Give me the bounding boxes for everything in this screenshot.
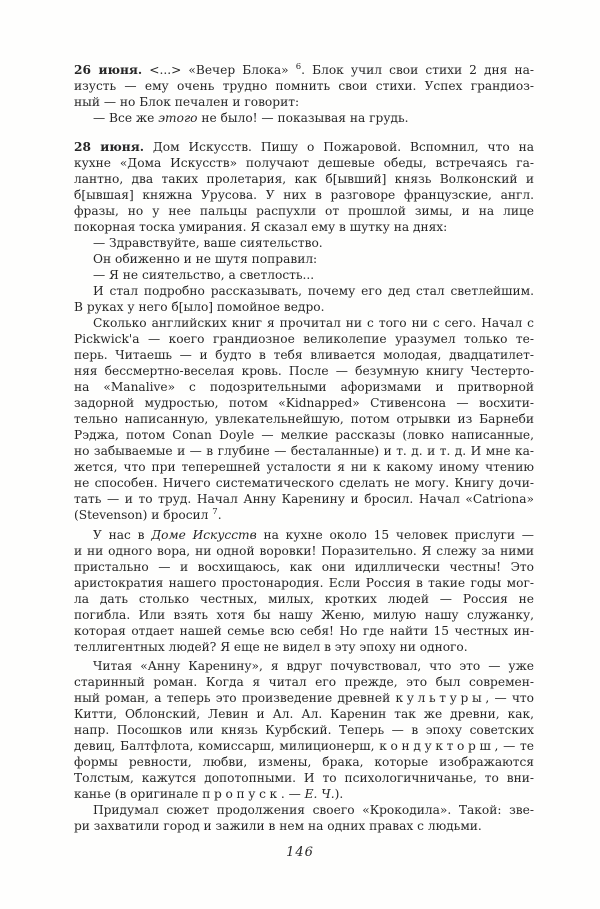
text-line xyxy=(74,786,534,802)
text-run: перь. Читаешь — и будто в тебя вливается молодая, двадцатилет- xyxy=(74,348,534,362)
text-run: старинный роман. Когда я читал его прежде, это был современ- xyxy=(74,675,534,689)
text-run: Придумал сюжет продолжения своего «Крокодила». Такой: зве- xyxy=(93,803,534,817)
text-run: (Stevenson) и бросил xyxy=(74,508,213,522)
text-run: ла дать столько честных, милых, кротких людей — Россия не xyxy=(74,592,534,606)
paragraph-dialogue xyxy=(74,267,534,283)
paragraph-date-entry xyxy=(74,62,534,110)
text-line xyxy=(74,219,534,235)
text-run: канье (в оригинале xyxy=(74,787,203,801)
page-number: 146 xyxy=(286,845,314,860)
text-line xyxy=(74,331,534,347)
text-run: . xyxy=(217,508,222,522)
text-run: пропуск xyxy=(202,787,281,801)
text-run: няя бессмертно-веселая кровь. После — безумную книгу Честерто- xyxy=(74,364,534,378)
text-line xyxy=(74,818,534,834)
text-line xyxy=(74,738,534,754)
text-line xyxy=(74,187,534,203)
text-line xyxy=(74,475,534,491)
text-line xyxy=(74,443,534,459)
text-line xyxy=(74,623,534,639)
text-line xyxy=(74,690,534,706)
text-line xyxy=(74,639,534,655)
text-run: ри захватили город и зажили в нем на одних правах с людьми. xyxy=(74,819,482,833)
text-line xyxy=(74,591,534,607)
text-run: . — xyxy=(280,787,305,801)
text-run: Доме Искусств xyxy=(151,528,257,542)
text-run: лантно, два таких пролетария, как б[ывший] князь Волконский и xyxy=(74,172,534,186)
text-run: изусть — ему очень трудно помнить свои стихи. Успех грандиоз- xyxy=(74,79,534,93)
text-run: на «Manalive» с подозрительными афоризмами и притворной xyxy=(74,380,534,394)
text-run: Сколько английских книг я прочитал ни с того ни с сего. Начал с xyxy=(93,316,534,330)
text-line xyxy=(74,770,534,786)
text-run: Он обиженно и не шутя поправил: xyxy=(93,252,318,266)
text-block xyxy=(74,62,534,834)
text-run: пристально — и восхищаюсь, как они идиллически честны! Это xyxy=(74,560,534,574)
text-line xyxy=(74,395,534,411)
footnote-reference: 6 xyxy=(295,61,302,72)
text-line xyxy=(74,363,534,379)
text-run: кондукторш xyxy=(379,739,495,753)
text-run: и ни одного вора, ни одной воровки! Поразительно. Я слежу за ними xyxy=(74,544,534,558)
text-run: Pickwick'a — коего грандиозное великолепие уразумел только те- xyxy=(74,332,534,346)
text-line xyxy=(74,94,534,110)
text-run: не способен. Ничего систематического сделать не могу. Книгу дочи- xyxy=(74,476,534,490)
text-run: <...> «Вечер Блока» xyxy=(142,63,296,77)
text-line xyxy=(74,527,534,543)
paragraph-dialogue xyxy=(74,251,534,267)
paragraph-body xyxy=(74,527,534,655)
text-line xyxy=(74,559,534,575)
text-line xyxy=(74,267,534,283)
text-run: 28 июня. xyxy=(74,140,144,154)
text-run: культуры xyxy=(395,691,486,705)
text-run: кухне «Дома Искусств» получают дешевые обеды, встречаясь га- xyxy=(74,156,534,170)
text-line xyxy=(74,62,534,78)
text-run: . Блок учил свои стихи 2 дня на- xyxy=(301,63,534,77)
text-line xyxy=(74,575,534,591)
text-run: И стал подробно рассказывать, почему его дед стал светлейшим. xyxy=(93,284,534,298)
text-run: не было! — показывая на грудь. xyxy=(197,111,409,125)
text-line xyxy=(74,347,534,363)
text-line xyxy=(74,155,534,171)
text-line xyxy=(74,459,534,475)
text-line xyxy=(74,203,534,219)
text-run: ). xyxy=(334,787,344,801)
text-line xyxy=(74,411,534,427)
text-line xyxy=(74,78,534,94)
text-run: тать — и то труд. Начал Анну Каренину и бросил. Начал «Catriona» xyxy=(74,492,534,506)
text-line xyxy=(74,251,534,267)
text-line xyxy=(74,235,534,251)
text-run: У нас в xyxy=(93,528,152,542)
text-line xyxy=(74,139,534,155)
text-run: , — что xyxy=(485,691,535,705)
text-run: которая отдает нашей семье всю себя! Но где найти 15 честных ин- xyxy=(74,624,534,638)
text-run: задорной мудростью, потом «Kidnapped» Стивенсона — восхити- xyxy=(74,396,534,410)
text-line xyxy=(74,658,534,674)
text-run: Читая «Анну Каренину», я вдруг почувствовал, что это — уже xyxy=(93,659,534,673)
text-run: тельно написанную, увлекательнейшую, потом отрывки из Барнеби xyxy=(74,412,534,426)
text-run: — Все же xyxy=(93,111,159,125)
paragraph-body xyxy=(74,802,534,834)
paragraph-body xyxy=(74,315,534,523)
text-run: аристократия нашего простонародия. Если Россия в такие годы мог- xyxy=(74,576,534,590)
text-run: девиц, Балтфлота, комиссарш, милиционерш, xyxy=(74,739,380,753)
text-line xyxy=(74,315,534,331)
text-run: б[ывшая] княжна Урусова. У них в разговоре французские, англ. xyxy=(74,188,534,202)
text-run: В руках у него б[ыло] помойное ведро. xyxy=(74,300,325,314)
text-line xyxy=(74,754,534,770)
text-run: Толстым, кажутся допотопными. И то психологичничанье, то вни- xyxy=(74,771,534,785)
text-run: — Я не сиятельство, а светлость... xyxy=(93,268,315,282)
text-run: напр. Посошков или князь Курбский. Теперь — в эпоху советских xyxy=(74,723,534,737)
text-line xyxy=(74,299,534,315)
text-line xyxy=(74,722,534,738)
footnote-reference: 7 xyxy=(212,506,218,517)
text-run: этого xyxy=(158,111,198,125)
text-run: 26 июня. xyxy=(74,63,143,77)
text-line xyxy=(74,283,534,299)
text-run: Китти, Облонский, Левин и Ал. Ал. Каренин так же древни, как, xyxy=(74,707,534,721)
text-line xyxy=(74,802,534,818)
text-line xyxy=(74,427,534,443)
text-line xyxy=(74,171,534,187)
paragraph-dialogue xyxy=(74,235,534,251)
text-run: погибла. Или взять хотя бы нашу Женю, милую нашу служанку, xyxy=(74,608,534,622)
text-run: ный — но Блок печален и говорит: xyxy=(74,95,300,109)
text-run: жется, что при теперешней усталости я ни к какому иному чтению xyxy=(74,460,534,474)
text-run: , — те xyxy=(494,739,534,753)
text-run: теллигентных людей? Я еще не видел в эту эпоху ни одного. xyxy=(74,640,468,654)
text-run: Дом Искусств. Пишу о Пожаровой. Вспомнил, что на xyxy=(143,140,534,154)
paragraph-body xyxy=(74,658,534,802)
text-line xyxy=(74,706,534,722)
text-line xyxy=(74,674,534,690)
text-line xyxy=(74,110,534,126)
text-run: но забываемые и — в глубине — бесталанные) и т. д. и т. д. И мне ка- xyxy=(74,444,534,458)
text-run: ный роман, а теперь это произведение древней xyxy=(74,691,396,705)
text-run: Рэджа, потом Conan Doyle — мелкие рассказы (ловко написанные, xyxy=(74,428,534,442)
text-run: Е. Ч. xyxy=(304,787,335,801)
text-run: формы ревности, любви, измены, брака, которые изображаются xyxy=(74,755,534,769)
text-line xyxy=(74,543,534,559)
text-run: покорная тоска умирания. Я сказал ему в шутку на днях: xyxy=(74,220,448,234)
text-line xyxy=(74,379,534,395)
text-line xyxy=(74,491,534,507)
text-line xyxy=(74,507,534,523)
paragraph-body xyxy=(74,283,534,315)
text-run: — Здравствуйте, ваше сиятельство. xyxy=(93,236,323,250)
text-run: на кухне около 15 человек прислуги — xyxy=(256,528,534,542)
text-run: фразы, но у нее пальцы распухли от прошлой зимы, и на лице xyxy=(74,204,534,218)
paragraph-dialogue xyxy=(74,110,534,126)
paragraph-date-entry xyxy=(74,139,534,235)
text-line xyxy=(74,607,534,623)
